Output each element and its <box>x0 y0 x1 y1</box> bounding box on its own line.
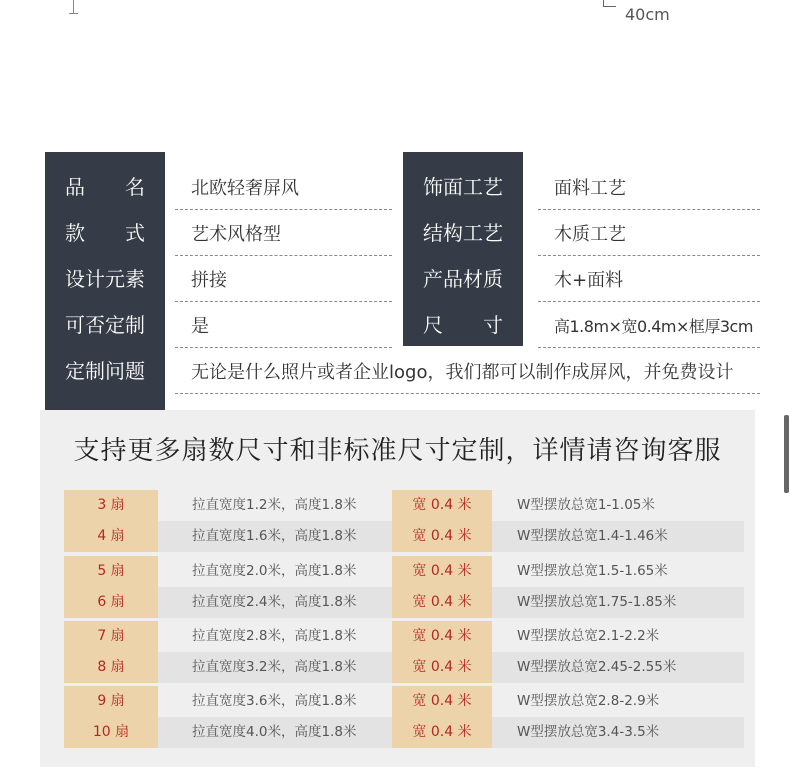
spec-label-custom-question: 定制问题 <box>65 359 145 383</box>
straight-size: 拉直宽度3.6米，高度1.8米 <box>192 693 357 709</box>
w-shape-width: W型摆放总宽2.8-2.9米 <box>517 693 660 709</box>
spec-label-customizable: 可否定制 <box>65 313 145 337</box>
table-row <box>64 587 744 618</box>
panel-count: 8 扇 <box>64 652 158 683</box>
spec-label-style: 款式 <box>65 221 145 245</box>
w-shape-width: W型摆放总宽2.1-2.2米 <box>517 628 660 644</box>
straight-size: 拉直宽度2.8米，高度1.8米 <box>192 628 357 644</box>
spec-value-custom-question: 无论是什么照片或者企业logo，我们都可以制作成屏风，并免费设计 <box>175 348 760 394</box>
spec-value-name: 北欧轻奢屏风 <box>175 164 392 210</box>
panel-count: 10 扇 <box>64 717 158 748</box>
straight-size: 拉直宽度4.0米，高度1.8米 <box>192 724 357 740</box>
table-row <box>64 556 744 587</box>
panel-width: 宽 0.4 米 <box>392 686 492 717</box>
panel-count: 5 扇 <box>64 556 158 587</box>
table-row <box>64 686 744 717</box>
table-row <box>64 621 744 652</box>
panel-count: 6 扇 <box>64 587 158 618</box>
panel-width: 宽 0.4 米 <box>392 621 492 652</box>
spec-value-finish: 面料工艺 <box>538 164 760 210</box>
w-shape-width: W型摆放总宽2.45-2.55米 <box>517 659 677 675</box>
w-shape-width: W型摆放总宽3.4-3.5米 <box>517 724 660 740</box>
straight-size: 拉直宽度3.2米，高度1.8米 <box>192 659 357 675</box>
w-shape-width: W型摆放总宽1.4-1.46米 <box>517 528 668 544</box>
spec-value-structure: 木质工艺 <box>538 210 760 256</box>
spec-label-design: 设计元素 <box>65 267 145 291</box>
scrollbar-thumb[interactable] <box>784 415 789 493</box>
panel-width: 宽 0.4 米 <box>392 556 492 587</box>
spec-label-size: 尺寸 <box>423 313 503 337</box>
straight-size: 拉直宽度2.4米，高度1.8米 <box>192 594 357 610</box>
spec-label-finish: 饰面工艺 <box>423 175 503 199</box>
table-row <box>64 521 744 552</box>
spec-value-size: 高1.8m×宽0.4m×框厚3cm <box>538 302 760 348</box>
spec-label-name: 品名 <box>65 175 145 199</box>
table-row <box>64 490 744 521</box>
straight-size: 拉直宽度2.0米，高度1.8米 <box>192 563 357 579</box>
size-options-panel <box>40 410 755 767</box>
dimension-tick-left <box>73 0 74 14</box>
size-headline: 支持更多扇数尺寸和非标准尺寸定制，详情请咨询客服 <box>73 436 722 466</box>
panel-width: 宽 0.4 米 <box>392 587 492 618</box>
panel-width: 宽 0.4 米 <box>392 717 492 748</box>
w-shape-width: W型摆放总宽1-1.05米 <box>517 497 655 513</box>
table-row <box>64 717 744 748</box>
dimension-marker <box>603 0 616 7</box>
spec-value-customizable: 是 <box>175 302 392 348</box>
spec-value-material: 木+面料 <box>538 256 760 302</box>
panel-count: 4 扇 <box>64 521 158 552</box>
straight-size: 拉直宽度1.6米，高度1.8米 <box>192 528 357 544</box>
panel-width: 宽 0.4 米 <box>392 521 492 552</box>
w-shape-width: W型摆放总宽1.75-1.85米 <box>517 594 677 610</box>
panel-width: 宽 0.4 米 <box>392 652 492 683</box>
w-shape-width: W型摆放总宽1.5-1.65米 <box>517 563 668 579</box>
spec-label-material: 产品材质 <box>423 267 503 291</box>
straight-size: 拉直宽度1.2米，高度1.8米 <box>192 497 357 513</box>
dimension-label: 40cm <box>625 5 670 24</box>
panel-count: 3 扇 <box>64 490 158 521</box>
spec-value-design: 拼接 <box>175 256 392 302</box>
panel-count: 9 扇 <box>64 686 158 717</box>
spec-value-style: 艺术风格型 <box>175 210 392 256</box>
table-row <box>64 652 744 683</box>
spec-table <box>45 152 760 410</box>
panel-width: 宽 0.4 米 <box>392 490 492 521</box>
panel-count: 7 扇 <box>64 621 158 652</box>
spec-label-structure: 结构工艺 <box>423 221 503 245</box>
